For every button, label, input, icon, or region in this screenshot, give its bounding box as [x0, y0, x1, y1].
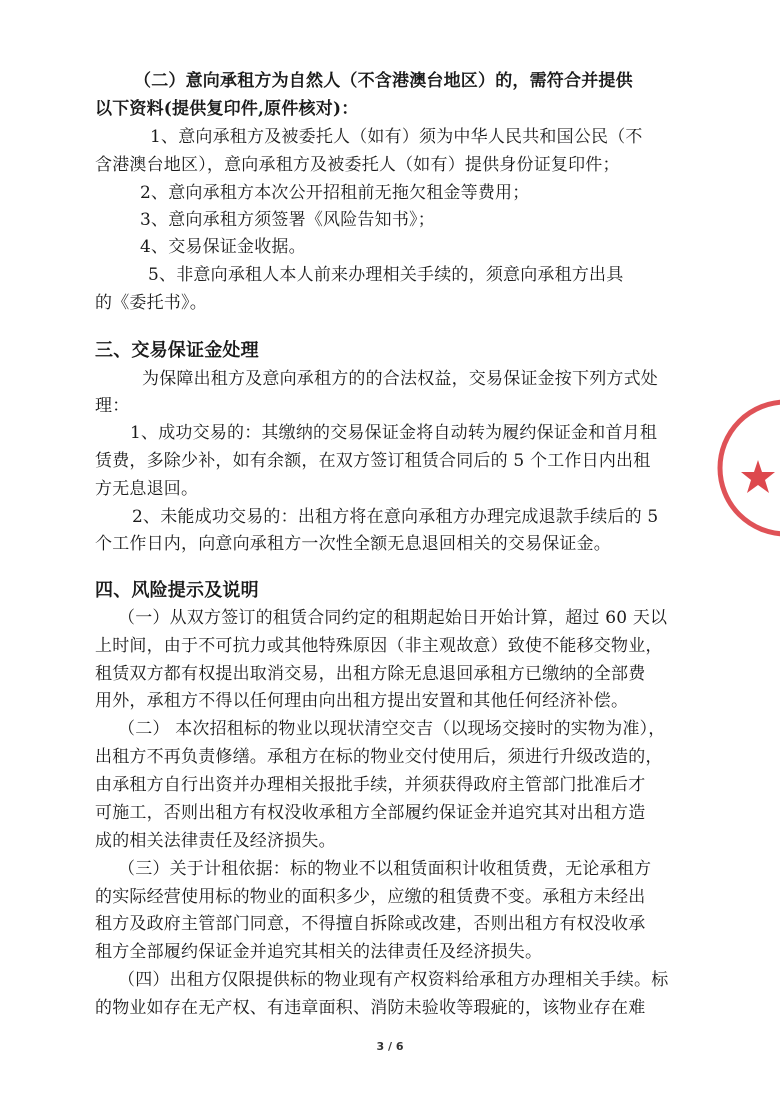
section2-item1-line2: 含港澳台地区），意向承租方及被委托人（如有）提供身份证复印件； [95, 155, 620, 175]
section4-p3-line2: 的实际经营使用标的物业的面积多少，应缴的租赁费不变。承租方未经出 [95, 887, 646, 907]
section4-p4-line1: （四）出租方仅限提供标的物业现有产权资料给承租方办理相关手续。标 [118, 970, 669, 990]
page-number: 3 / 6 [376, 1040, 404, 1053]
section3-intro-line2: 理： [95, 396, 130, 416]
section4-p3-line1: （三）关于计租依据：标的物业不以租赁面积计收租赁费，无论承租方 [118, 859, 652, 879]
section2-title-line1: （二）意向承租方为自然人（不含港澳台地区）的，需符合并提供 [134, 71, 633, 91]
section2-item4: 4、交易保证金收据。 [140, 237, 306, 257]
section2-title-line2: 以下资料(提供复印件,原件核对)： [95, 99, 359, 119]
section4-p1-line2: 上时间，由于不可抗力或其他特殊原因（非主观故意）致使不能移交物业， [95, 636, 663, 656]
section2-item3: 3、意向承租方须签署《风险告知书》； [140, 210, 435, 230]
company-seal-stamp [708, 398, 780, 698]
section2-item1-line1: 1、意向承租方及被委托人（如有）须为中华人民共和国公民（不 [150, 127, 643, 147]
section4-p2-line1: （二） 本次招租标的物业以现状清空交吉（以现场交接时的实物为准）， [118, 719, 666, 739]
section3-heading: 三、交易保证金处理 [95, 340, 259, 361]
section3-intro-line1: 为保障出租方及意向承租方的的合法权益，交易保证金按下列方式处 [142, 369, 658, 389]
section4-p2-line4: 可施工，否则出租方有权没收承租方全部履约保证金并追究其对出租方造 [95, 803, 646, 823]
section2-item5-line2: 的《委托书》。 [95, 293, 207, 313]
section4-p1-line3: 租赁双方都有权提出取消交易，出租方除无息退回承租方已缴纳的全部费 [95, 664, 646, 684]
section4-p1-line1: （一）从双方签订的租赁合同约定的租期起始日开始计算，超过 60 天以 [118, 608, 668, 628]
section4-p3-line4: 租方全部履约保证金并追究其相关的法律责任及经济损失。 [95, 942, 543, 962]
section4-p3-line3: 租方及政府主管部门同意，不得擅自拆除或改建，否则出租方有权没收承 [95, 914, 646, 934]
section3-item2-line2: 个工作日内，向意向承租方一次性全额无息退回相关的交易保证金。 [95, 534, 611, 554]
section2-item5-line1: 5、非意向承租人本人前来办理相关手续的，须意向承租方出具 [148, 265, 624, 285]
section4-p4-line2: 的物业如存在无产权、有违章面积、消防未验收等瑕疵的，该物业存在难 [95, 998, 646, 1018]
section3-item2-line1: 2、未能成功交易的：出租方将在意向承租方办理完成退款手续后的 5 [132, 507, 659, 527]
section4-p2-line3: 由承租方自行出资并办理相关报批手续，并须获得政府主管部门批准后才 [95, 775, 646, 795]
section2-item2: 2、意向承租方本次公开招租前无拖欠租金等费用； [140, 183, 530, 203]
section4-p1-line4: 用外，承租方不得以任何理由向出租方提出安置和其他任何经济补偿。 [95, 691, 629, 711]
section3-item1-line1: 1、成功交易的：其缴纳的交易保证金将自动转为履约保证金和首月租 [130, 423, 658, 443]
section3-item1-line3: 方无息退回。 [95, 479, 199, 499]
section4-p2-line2: 出租方不再负责修缮。承租方在标的物业交付使用后，须进行升级改造的， [95, 747, 663, 767]
section4-heading: 四、风险提示及说明 [95, 580, 259, 601]
section3-item1-line2: 赁费，多除少补，如有余额，在双方签订租赁合同后的 5 个工作日内出租 [95, 451, 651, 471]
section4-p2-line5: 成的相关法律责任及经济损失。 [95, 831, 336, 851]
